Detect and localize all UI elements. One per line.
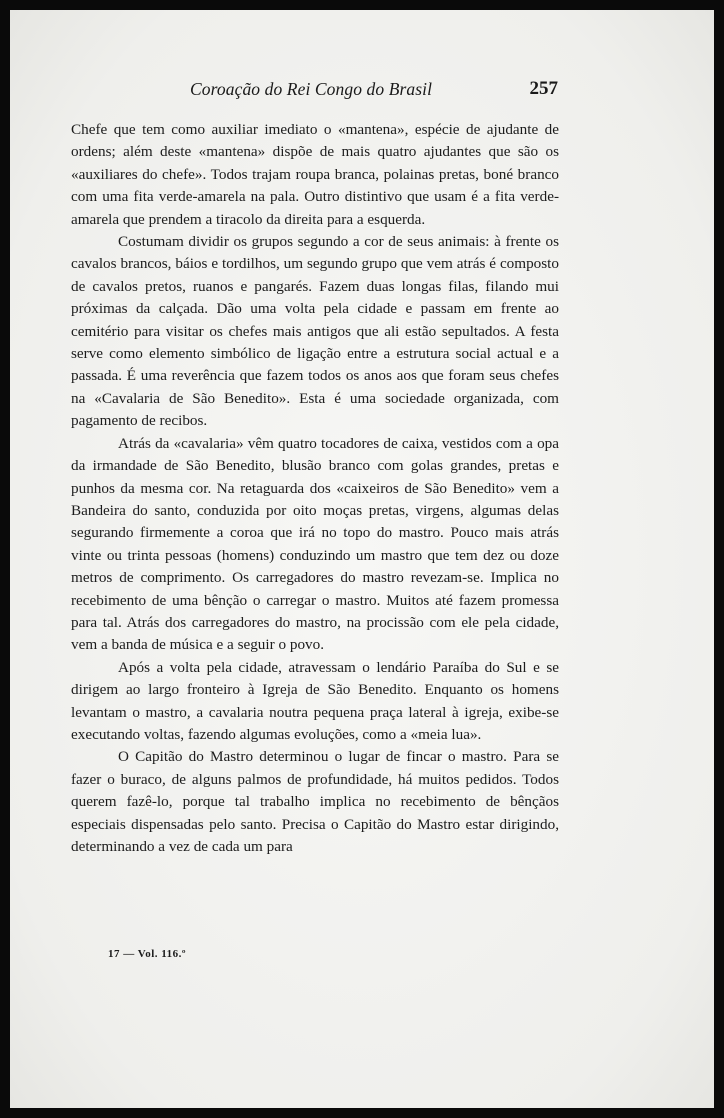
paragraph-2: Costumam dividir os grupos segundo a cor de seus animais: à frente os cavalos brancos, báios e tordilhos, um segundo grupo que vem atrás é composto de cavalos pretos, ruanos e pangarés. Fazem duas longas filas, filando mui próximas da calçada. Dão uma volta pela cidade e passam em frente ao cemitério para visitar os chefes mais antigos que ali estão sepultados. A festa serve como elemento simbólico de ligação entre a estrutura social actual e a passada. É uma reverência que fazem todos os anos aos que foram seus chefes na «Cavalaria de São Benedito». Esta é uma sociedade organizada, com pagamento de recibos. (71, 233, 559, 430)
running-title: Coroação do Rei Congo do Brasil (190, 79, 433, 99)
paragraph-3: Atrás da «cavalaria» vêm quatro tocadores de caixa, vestidos com a opa da irmandade de São Benedito, blusão branco com golas grandes, pretas e punhos da mesma cor. Na retaguarda dos «caixeiros de São Benedito» vem a Bandeira do santo, conduzida por oito moças pretas, virgens, algumas delas segurando firmemente a coroa que irá no topo do mastro. Pouco mais atrás vinte ou trinta pessoas (homens) conduzindo um mastro que tem dez ou doze metros de comprimento. Os carregadores do mastro revezam-se. Implica no recebimento de uma bênção o carregar o mastro. Muitos até fazem promessa para tal. Atrás dos carregadores do mastro, na procissão com ele pela cidade, vem a banda de música e a seguir o povo. (71, 434, 559, 654)
page-number: 257 (529, 78, 558, 99)
paragraph-5: O Capitão do Mastro determinou o lugar de fincar o mastro. Para se fazer o buraco, de alguns palmos de profundidade, há muitos pedidos. Todos querem fazê-lo, porque tal trabalho implica no recebimento de bênçãos especiais dispensadas pelo santo. Precisa o Capitão do Mastro estar dirigindo, determinando a vez de cada um para (71, 748, 559, 855)
page-body (71, 119, 559, 858)
paragraph-4: Após a volta pela cidade, atravessam o lendário Paraíba do Sul e se dirigem ao largo fronteiro à Igreja de São Benedito. Enquanto os homens levantam o mastro, a cavalaria noutra pequena praça lateral à igreja, exibe-se executando voltas, fazendo algumas evoluções, como a «meia lua». (71, 658, 559, 743)
page-header (60, 79, 558, 109)
printer-signature: 17 — Vol. 116.º (108, 948, 187, 960)
paragraph-1: Chefe que tem como auxiliar imediato o «mantena», espécie de ajudante de ordens; além deste «mantena» dispõe de mais quatro ajudantes que são os «auxiliares do chefe». Todos trajam roupa branca, polainas pretas, boné branco com uma fita verde-amarela na pala. Outro distintivo que usam é a fita verde-amarela que prendem a tiracolo da direita para a esquerda. (71, 121, 559, 228)
